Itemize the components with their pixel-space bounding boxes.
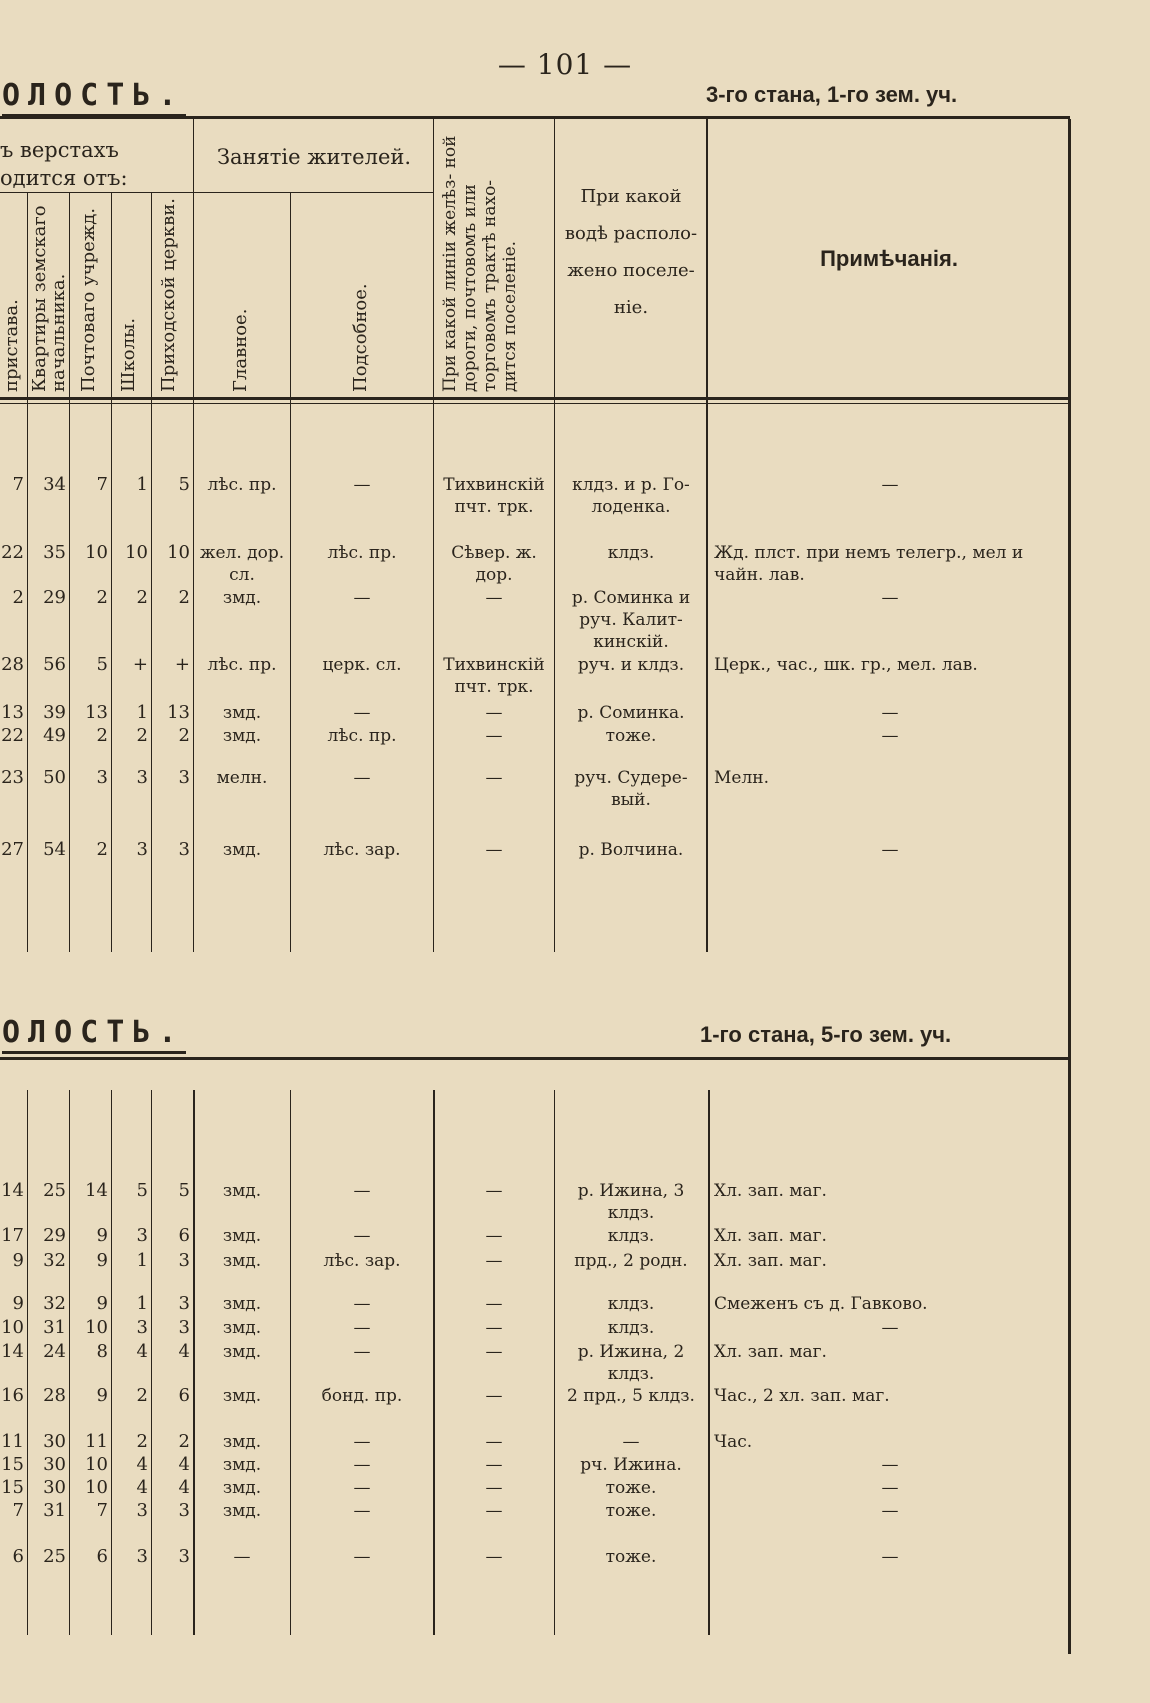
cell-road: — <box>485 1342 503 1362</box>
cell-p: 10 <box>1 1317 24 1338</box>
header-occupation-rule <box>193 192 433 193</box>
cell-c: 3 <box>178 1546 190 1567</box>
cell-s: 2 <box>136 725 148 746</box>
col-line-3 <box>111 192 112 952</box>
cell-s: 1 <box>136 474 148 495</box>
cell-s: 2 <box>136 587 148 608</box>
cell-s: 4 <box>136 1477 148 1498</box>
cell-s: 4 <box>136 1454 148 1475</box>
cell-c: 4 <box>178 1341 190 1362</box>
cell-p: 23 <box>1 767 24 788</box>
cell-aux: — <box>353 1501 371 1521</box>
cell-po: 2 <box>96 839 108 860</box>
col-line-2 <box>69 192 70 952</box>
cell-note: Час. <box>714 1432 753 1452</box>
cell-p: 7 <box>12 474 24 495</box>
cell-road: — <box>485 1181 503 1201</box>
cell-water: клдз. <box>607 543 655 563</box>
cell-z: 54 <box>43 839 66 860</box>
cell-main: змд. <box>222 1181 262 1201</box>
cell-z: 32 <box>43 1250 66 1271</box>
cell-p: 16 <box>1 1385 24 1406</box>
cell-po: 5 <box>96 654 108 675</box>
col-line-9 <box>706 119 708 952</box>
cell-road: — <box>485 1455 503 1475</box>
cell-note: Хл. зап. маг. <box>714 1342 827 1362</box>
col-line-7 <box>433 119 434 952</box>
cell-water: 2 прд., 5 клдз. <box>567 1386 695 1406</box>
cell-aux: — <box>353 588 371 608</box>
cell-road: Сѣвер. ж. дор. <box>451 543 537 585</box>
cell-c: 10 <box>167 542 190 563</box>
cell-p: 7 <box>12 1500 24 1521</box>
cell-z: 30 <box>43 1431 66 1452</box>
cell-s: 1 <box>136 702 148 723</box>
cell-c: 3 <box>178 1500 190 1521</box>
col2-line-6 <box>290 1090 291 1635</box>
cell-aux: лѣс. зар. <box>323 1251 401 1271</box>
cell-water: тоже. <box>605 1478 657 1498</box>
cell-note: Хл. зап. маг. <box>714 1181 827 1201</box>
cell-s: 10 <box>125 542 148 563</box>
cell-po: 10 <box>85 1317 108 1338</box>
cell-po: 13 <box>85 702 108 723</box>
cell-p: 11 <box>1 1431 24 1452</box>
cell-p: 2 <box>12 587 24 608</box>
cell-main: змд. <box>222 1386 262 1406</box>
cell-main: змд. <box>222 1501 262 1521</box>
header-dist-pristav: пристава. <box>1 299 22 392</box>
header-occ-main: Главное. <box>230 308 251 392</box>
cell-aux: — <box>353 1478 371 1498</box>
cell-c: 3 <box>178 1250 190 1271</box>
cell-z: 50 <box>43 767 66 788</box>
cell-c: 4 <box>178 1477 190 1498</box>
cell-note: Смеженъ съ д. Гавково. <box>714 1294 928 1314</box>
cell-c: 6 <box>178 1225 190 1246</box>
cell-note: Час., 2 хл. зап. маг. <box>714 1386 890 1406</box>
cell-water: руч. Судере- вый. <box>574 768 688 810</box>
cell-z: 25 <box>43 1546 66 1567</box>
cell-z: 35 <box>43 542 66 563</box>
section1-title <box>2 78 184 113</box>
cell-c: 13 <box>167 702 190 723</box>
cell-main: — <box>233 1547 251 1567</box>
cell-aux: — <box>353 1318 371 1338</box>
cell-road: — <box>485 1251 503 1271</box>
cell-p: 27 <box>1 839 24 860</box>
cell-p: 6 <box>12 1546 24 1567</box>
header-dist-zemsky: Квартиры земскаго начальника. <box>29 205 69 392</box>
cell-main: змд. <box>222 1455 262 1475</box>
cell-aux: бонд. пр. <box>321 1386 403 1406</box>
cell-water: клдз. <box>607 1318 655 1338</box>
cell-aux: — <box>353 1547 371 1567</box>
cell-road: — <box>485 703 503 723</box>
header-dist-post: Почтоваго учрежд. <box>78 207 99 392</box>
cell-po: 14 <box>85 1180 108 1201</box>
cell-main: змд. <box>222 588 262 608</box>
col-line-1 <box>27 192 28 952</box>
cell-po: 9 <box>96 1225 108 1246</box>
cell-s: 2 <box>136 1431 148 1452</box>
cell-z: 49 <box>43 725 66 746</box>
cell-water: клдз. <box>607 1226 655 1246</box>
cell-water: р. Соминка и руч. Калит- кинскій. <box>571 588 691 652</box>
header-road: При какой линіи желѣз- ной дороги, почтовомъ или торговомъ трактѣ нахо- дится поселеніе. <box>440 135 520 392</box>
cell-s: 2 <box>136 1385 148 1406</box>
cell-water: руч. и клдз. <box>577 655 685 675</box>
cell-aux: церк. сл. <box>322 655 402 675</box>
cell-water: р. Ижина, 2 клдз. <box>577 1342 685 1384</box>
cell-c: 5 <box>178 474 190 495</box>
cell-road: — <box>485 768 503 788</box>
cell-aux: — <box>353 1342 371 1362</box>
cell-p: 14 <box>1 1180 24 1201</box>
cell-po: 8 <box>96 1341 108 1362</box>
cell-note: Хл. зап. маг. <box>714 1226 827 1246</box>
cell-p: 17 <box>1 1225 24 1246</box>
cell-aux: лѣс. пр. <box>327 726 397 746</box>
cell-water: р. Волчина. <box>578 840 684 860</box>
header-dist-school: Школы. <box>118 317 139 392</box>
cell-po: 7 <box>96 1500 108 1521</box>
cell-z: 28 <box>43 1385 66 1406</box>
cell-po: 3 <box>96 767 108 788</box>
cell-c: 2 <box>178 587 190 608</box>
cell-note: — <box>881 1478 899 1498</box>
header-occ-aux: Подсобное. <box>350 283 371 392</box>
cell-road: — <box>485 1478 503 1498</box>
cell-s: 3 <box>136 1500 148 1521</box>
cell-road: — <box>485 1294 503 1314</box>
cell-water: клдз. <box>607 1294 655 1314</box>
cell-note: — <box>881 840 899 860</box>
cell-aux: — <box>353 1432 371 1452</box>
col2-line-9 <box>708 1090 710 1635</box>
header-distance-rule <box>0 192 193 193</box>
cell-po: 2 <box>96 587 108 608</box>
cell-po: 10 <box>85 542 108 563</box>
cell-c: 3 <box>178 1293 190 1314</box>
cell-po: 6 <box>96 1546 108 1567</box>
cell-aux: — <box>353 475 371 495</box>
header-occupation-group: Занятіе жителей. <box>216 145 412 169</box>
cell-main: змд. <box>222 1342 262 1362</box>
cell-note: — <box>881 1547 899 1567</box>
cell-z: 31 <box>43 1317 66 1338</box>
cell-water: клдз. и р. Го- лоденка. <box>572 475 690 517</box>
section2-stan: 1-го стана, 5-го зем. уч. <box>700 1022 952 1047</box>
cell-s: 1 <box>136 1293 148 1314</box>
cell-main: змд. <box>222 1478 262 1498</box>
col-line-8 <box>554 119 555 952</box>
cell-s: 3 <box>136 1546 148 1567</box>
cell-aux: лѣс. зар. <box>323 840 401 860</box>
cell-c: 2 <box>178 1431 190 1452</box>
cell-c: 2 <box>178 725 190 746</box>
cell-road: Тихвинскій пчт. трк. <box>443 475 545 517</box>
cell-main: змд. <box>222 1318 262 1338</box>
cell-c: 6 <box>178 1385 190 1406</box>
cell-aux: — <box>353 1226 371 1246</box>
cell-water: рч. Ижина. <box>580 1455 682 1475</box>
section2-title-text: ОЛОСТЬ. <box>2 1015 185 1050</box>
cell-c: 3 <box>178 839 190 860</box>
cell-po: 7 <box>96 474 108 495</box>
cell-main: змд. <box>222 1251 262 1271</box>
cell-po: 11 <box>85 1431 108 1452</box>
cell-p: 13 <box>1 702 24 723</box>
cell-po: 9 <box>96 1250 108 1271</box>
cell-road: — <box>485 840 503 860</box>
cell-main: змд. <box>222 726 262 746</box>
cell-note: — <box>881 726 899 746</box>
cell-po: 10 <box>85 1454 108 1475</box>
cell-po: 2 <box>96 725 108 746</box>
cell-main: лѣс. пр. <box>207 655 277 675</box>
cell-z: 31 <box>43 1500 66 1521</box>
right-border <box>1068 119 1071 1654</box>
cell-aux: — <box>353 1181 371 1201</box>
cell-road: — <box>485 1226 503 1246</box>
cell-c: 5 <box>178 1180 190 1201</box>
cell-z: 29 <box>43 587 66 608</box>
cell-road: — <box>485 1386 503 1406</box>
cell-road: — <box>485 1432 503 1452</box>
cell-p: 14 <box>1 1341 24 1362</box>
header-water: При какой водѣ располо- жено поселе- ніе. <box>564 186 698 318</box>
cell-note: — <box>881 1501 899 1521</box>
cell-z: 30 <box>43 1477 66 1498</box>
cell-z: 32 <box>43 1293 66 1314</box>
cell-z: 24 <box>43 1341 66 1362</box>
cell-s: 4 <box>136 1341 148 1362</box>
col2-line-8 <box>554 1090 555 1635</box>
cell-water: тоже. <box>605 1501 657 1521</box>
cell-road: — <box>485 726 503 746</box>
cell-s: + <box>132 654 148 675</box>
cell-p: 22 <box>1 542 24 563</box>
cell-p: 22 <box>1 725 24 746</box>
cell-aux: лѣс. пр. <box>327 543 397 563</box>
cell-s: 3 <box>136 1317 148 1338</box>
cell-main: змд. <box>222 1432 262 1452</box>
cell-road: — <box>485 1318 503 1338</box>
cell-main: змд. <box>222 1226 262 1246</box>
cell-water: — <box>622 1432 640 1452</box>
header-distance-group: ъ верстахъ одится отъ: <box>0 138 128 190</box>
cell-main: лѣс. пр. <box>207 475 277 495</box>
cell-road: — <box>485 1547 503 1567</box>
col-line-4 <box>151 192 152 952</box>
cell-p: 9 <box>12 1250 24 1271</box>
cell-note: Хл. зап. маг. <box>714 1251 827 1271</box>
cell-note: — <box>881 1318 899 1338</box>
cell-po: 10 <box>85 1477 108 1498</box>
cell-aux: — <box>353 703 371 723</box>
cell-c: 4 <box>178 1454 190 1475</box>
cell-p: 28 <box>1 654 24 675</box>
cell-water: прд., 2 родн. <box>574 1251 688 1271</box>
cell-main: змд. <box>222 840 262 860</box>
cell-p: 15 <box>1 1454 24 1475</box>
cell-s: 5 <box>136 1180 148 1201</box>
section1-title-text: ОЛОСТЬ. <box>2 78 185 113</box>
header-top-rule <box>0 116 1070 119</box>
cell-c: 3 <box>178 1317 190 1338</box>
cell-main: змд. <box>222 703 262 723</box>
cell-main: змд. <box>222 1294 262 1314</box>
cell-water: р. Соминка. <box>577 703 685 723</box>
section2-title <box>2 1015 184 1050</box>
cell-aux: — <box>353 1294 371 1314</box>
cell-water: тоже. <box>605 726 657 746</box>
cell-c: 3 <box>178 767 190 788</box>
col-line-5 <box>193 119 194 952</box>
cell-note: — <box>881 703 899 723</box>
cell-note: — <box>881 588 899 608</box>
cell-s: 3 <box>136 839 148 860</box>
cell-z: 34 <box>43 474 66 495</box>
cell-road: Тихвинскій пчт. трк. <box>443 655 545 697</box>
cell-road: — <box>485 1501 503 1521</box>
header-notes: Примѣчанія. <box>820 246 958 271</box>
cell-s: 3 <box>136 1225 148 1246</box>
section2-top-rule <box>0 1057 1070 1060</box>
header-bottom-rule <box>0 397 1070 400</box>
section1-stan: 3-го стана, 1-го зем. уч. <box>706 82 958 107</box>
cell-main: мелн. <box>216 768 268 788</box>
col-line-6 <box>290 192 291 952</box>
cell-note: Церк., час., шк. гр., мел. лав. <box>714 655 978 675</box>
cell-po: 9 <box>96 1385 108 1406</box>
cell-water: р. Ижина, 3 клдз. <box>577 1181 685 1223</box>
cell-z: 39 <box>43 702 66 723</box>
header-dist-church: Приходской церкви. <box>158 197 179 392</box>
cell-road: — <box>485 588 503 608</box>
cell-c: + <box>174 654 190 675</box>
cell-z: 25 <box>43 1180 66 1201</box>
cell-p: 9 <box>12 1293 24 1314</box>
cell-aux: — <box>353 1455 371 1475</box>
page-number: — 101 — <box>497 48 633 81</box>
cell-note: Жд. плст. при немъ телегр., мел и чайн. лав. <box>714 543 1024 585</box>
cell-aux: — <box>353 768 371 788</box>
cell-z: 29 <box>43 1225 66 1246</box>
cell-po: 9 <box>96 1293 108 1314</box>
cell-main: жел. дор. сл. <box>199 543 285 585</box>
cell-z: 30 <box>43 1454 66 1475</box>
cell-note: Мелн. <box>714 768 770 788</box>
cell-p: 15 <box>1 1477 24 1498</box>
cell-note: — <box>881 1455 899 1475</box>
cell-s: 1 <box>136 1250 148 1271</box>
cell-water: тоже. <box>605 1547 657 1567</box>
header-bottom-rule-thin <box>0 403 1070 404</box>
cell-z: 56 <box>43 654 66 675</box>
cell-note: — <box>881 475 899 495</box>
cell-s: 3 <box>136 767 148 788</box>
